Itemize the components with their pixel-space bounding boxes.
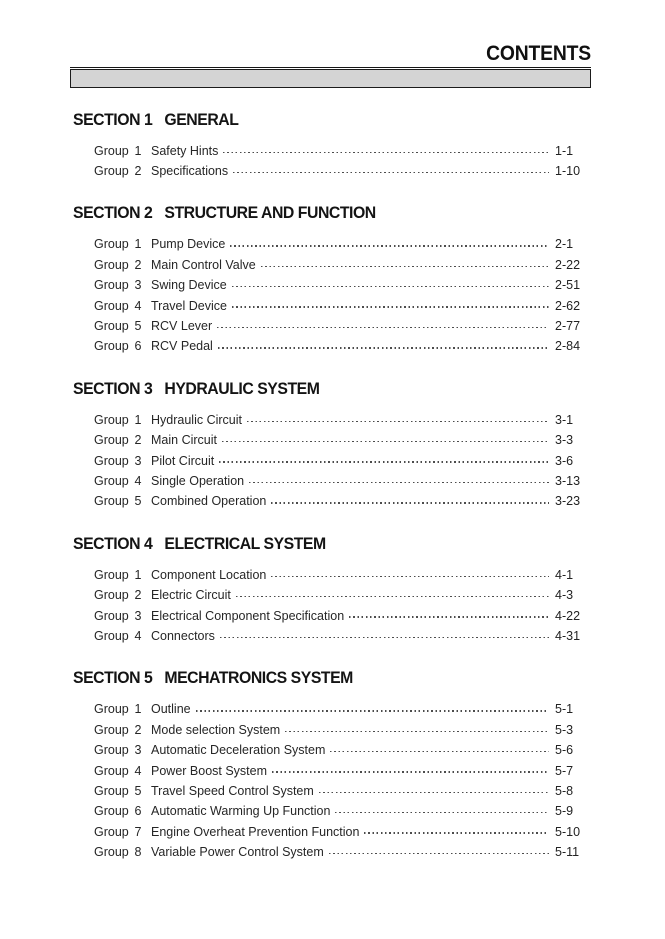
group-name: Variable Power Control System — [151, 845, 324, 860]
toc-row — [94, 842, 591, 862]
section-rows — [70, 410, 591, 512]
toc-row — [94, 410, 591, 430]
group-label: Group — [94, 453, 129, 468]
dot-leader — [217, 327, 549, 328]
group-number: 1 — [134, 702, 142, 717]
page-number: 5-1 — [555, 702, 574, 717]
toc-row — [94, 605, 591, 625]
dot-leader — [272, 771, 549, 772]
dot-leader — [335, 812, 549, 813]
group-label: Group — [94, 804, 129, 819]
group-label: Group — [94, 567, 129, 582]
toc-row — [94, 275, 591, 295]
group-number: 1 — [134, 412, 142, 427]
toc-row — [94, 565, 591, 585]
group-number: 4 — [134, 298, 142, 313]
dot-leader — [330, 751, 549, 752]
dot-leader — [271, 502, 549, 503]
group-number: 4 — [134, 763, 142, 778]
group-number: 6 — [134, 804, 142, 819]
group-number: 5 — [134, 494, 142, 509]
toc-row — [94, 450, 591, 470]
page-number: 5-3 — [555, 722, 574, 737]
group-name: Outline — [151, 702, 191, 717]
toc-section — [70, 669, 591, 862]
toc-row — [94, 430, 591, 450]
page-number: 4-1 — [555, 567, 574, 582]
section-rows — [70, 141, 591, 182]
section-heading — [73, 111, 555, 129]
group-label: Group — [94, 143, 129, 158]
page-number: 5-7 — [555, 763, 574, 778]
section-heading — [73, 535, 555, 553]
group-number: 3 — [134, 743, 142, 758]
group-label: Group — [94, 722, 129, 737]
dot-leader — [364, 832, 549, 833]
page-number: 5-6 — [555, 743, 574, 758]
group-name: Main Circuit — [151, 433, 217, 448]
group-label: Group — [94, 494, 129, 509]
group-number: 2 — [134, 164, 142, 179]
group-number: 5 — [134, 319, 142, 334]
dot-leader — [218, 347, 549, 348]
group-label: Group — [94, 257, 129, 272]
toc-row — [94, 585, 591, 605]
toc-section — [70, 204, 591, 356]
group-name: RCV Pedal — [151, 339, 213, 354]
toc-row — [94, 295, 591, 315]
dot-leader — [230, 245, 549, 246]
group-name: Connectors — [151, 628, 215, 643]
group-name: Safety Hints — [151, 143, 219, 158]
group-label: Group — [94, 628, 129, 643]
dot-leader — [222, 441, 549, 442]
group-number: 3 — [134, 453, 142, 468]
toc-section — [70, 380, 591, 512]
group-number: 4 — [134, 628, 142, 643]
page-number: 5-9 — [555, 804, 574, 819]
toc-row — [94, 336, 591, 356]
group-number: 3 — [134, 608, 142, 623]
dot-leader — [232, 306, 549, 307]
group-label: Group — [94, 473, 129, 488]
group-label: Group — [94, 845, 129, 860]
page-number: 3-13 — [555, 473, 581, 488]
section-heading — [73, 204, 555, 222]
toc-row — [94, 255, 591, 275]
toc-row — [94, 720, 591, 740]
page-number: 3-1 — [555, 412, 574, 427]
section-heading — [73, 380, 555, 398]
section-label: SECTION 1 — [73, 109, 153, 129]
page-number: 2-51 — [555, 278, 581, 293]
toc-row — [94, 491, 591, 511]
group-label: Group — [94, 298, 129, 313]
toc-section — [70, 535, 591, 647]
group-number: 7 — [134, 824, 142, 839]
toc-row — [94, 760, 591, 780]
dot-leader — [271, 576, 549, 577]
group-name: Specifications — [151, 164, 229, 179]
group-name: Main Control Valve — [151, 257, 256, 272]
toc-row — [94, 316, 591, 336]
group-number: 2 — [134, 588, 142, 603]
dot-leader — [349, 616, 549, 617]
toc-row — [94, 699, 591, 719]
toc-row — [94, 161, 591, 181]
group-label: Group — [94, 763, 129, 778]
page-number: 4-22 — [555, 608, 581, 623]
group-name: Electric Circuit — [151, 588, 231, 603]
group-number: 2 — [134, 257, 142, 272]
group-number: 4 — [134, 473, 142, 488]
group-number: 2 — [134, 722, 142, 737]
section-title: ELECTRICAL SYSTEM — [164, 533, 326, 553]
dot-leader — [319, 792, 549, 793]
page-number: 4-31 — [555, 628, 581, 643]
group-number: 6 — [134, 339, 142, 354]
group-name: Single Operation — [151, 473, 245, 488]
toc-row — [94, 801, 591, 821]
page-number: 3-23 — [555, 494, 581, 509]
table-of-contents — [70, 111, 591, 863]
group-label: Group — [94, 783, 129, 798]
toc-section — [70, 111, 591, 182]
group-name: Electrical Component Specification — [151, 608, 345, 623]
group-name: Travel Speed Control System — [151, 783, 314, 798]
group-number: 5 — [134, 783, 142, 798]
group-name: RCV Lever — [151, 319, 213, 334]
page-number: 2-22 — [555, 257, 581, 272]
section-title: HYDRAULIC SYSTEM — [164, 378, 320, 398]
group-name: Travel Device — [151, 298, 227, 313]
page-number: 5-10 — [555, 824, 581, 839]
toc-row — [94, 821, 591, 841]
group-name: Automatic Warming Up Function — [151, 804, 331, 819]
group-label: Group — [94, 608, 129, 623]
group-name: Combined Operation — [151, 494, 267, 509]
page-number: 3-3 — [555, 433, 574, 448]
group-number: 8 — [134, 845, 142, 860]
group-label: Group — [94, 237, 129, 252]
page-number: 2-84 — [555, 339, 581, 354]
group-number: 3 — [134, 278, 142, 293]
page-number: 4-3 — [555, 588, 574, 603]
header — [70, 0, 591, 68]
group-label: Group — [94, 433, 129, 448]
page-title: CONTENTS — [486, 42, 591, 65]
section-rows — [70, 234, 591, 356]
group-number: 1 — [134, 567, 142, 582]
group-number: 2 — [134, 433, 142, 448]
dot-leader — [247, 421, 549, 422]
section-rows — [70, 565, 591, 647]
dot-leader — [223, 152, 549, 153]
group-number: 1 — [134, 237, 142, 252]
dot-leader — [219, 461, 549, 462]
group-name: Mode selection System — [151, 722, 281, 737]
page-number: 2-77 — [555, 319, 581, 334]
dot-leader — [236, 596, 549, 597]
dot-leader — [233, 172, 549, 173]
toc-row — [94, 234, 591, 254]
group-label: Group — [94, 824, 129, 839]
dot-leader — [329, 853, 549, 854]
page-number: 1-10 — [555, 164, 581, 179]
page-number: 1-1 — [555, 143, 574, 158]
toc-row — [94, 626, 591, 646]
page-number: 3-6 — [555, 453, 574, 468]
dot-leader — [285, 731, 549, 732]
group-label: Group — [94, 278, 129, 293]
section-title: GENERAL — [164, 109, 239, 129]
dot-leader — [232, 286, 549, 287]
section-label: SECTION 2 — [73, 203, 153, 223]
toc-row — [94, 740, 591, 760]
page-number: 5-11 — [555, 845, 580, 860]
toc-row — [94, 471, 591, 491]
group-name: Engine Overheat Prevention Function — [151, 824, 360, 839]
toc-row — [94, 141, 591, 161]
group-name: Pump Device — [151, 237, 226, 252]
group-label: Group — [94, 412, 129, 427]
page-number: 5-8 — [555, 783, 574, 798]
group-label: Group — [94, 339, 129, 354]
group-name: Automatic Deceleration System — [151, 743, 326, 758]
section-label: SECTION 3 — [73, 378, 153, 398]
dot-leader — [249, 482, 549, 483]
header-bar — [70, 69, 591, 88]
group-label: Group — [94, 743, 129, 758]
group-label: Group — [94, 164, 129, 179]
group-name: Power Boost System — [151, 763, 268, 778]
toc-row — [94, 781, 591, 801]
group-label: Group — [94, 319, 129, 334]
page-number: 2-62 — [555, 298, 581, 313]
section-label: SECTION 4 — [73, 533, 153, 553]
group-name: Swing Device — [151, 278, 227, 293]
section-title: STRUCTURE AND FUNCTION — [164, 203, 376, 223]
section-title: MECHATRONICS SYSTEM — [164, 668, 353, 688]
group-name: Pilot Circuit — [151, 453, 215, 468]
dot-leader — [261, 266, 549, 267]
section-heading — [73, 669, 555, 687]
group-label: Group — [94, 702, 129, 717]
page-content — [70, 0, 591, 862]
page-number: 2-1 — [555, 237, 574, 252]
group-name: Hydraulic Circuit — [151, 412, 242, 427]
section-label: SECTION 5 — [73, 668, 153, 688]
group-number: 1 — [134, 143, 142, 158]
group-label: Group — [94, 588, 129, 603]
section-rows — [70, 699, 591, 862]
dot-leader — [196, 710, 549, 711]
group-name: Component Location — [151, 567, 267, 582]
dot-leader — [220, 637, 549, 638]
